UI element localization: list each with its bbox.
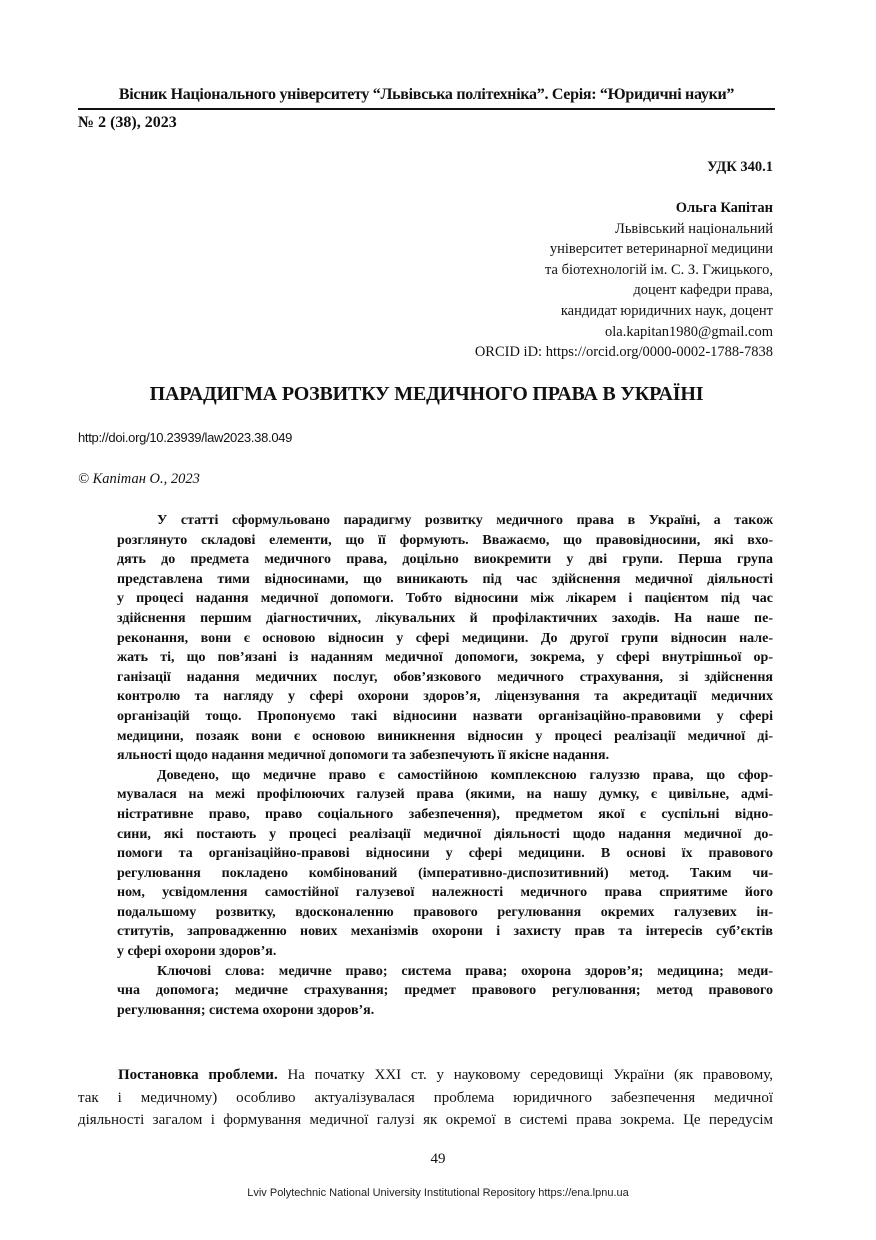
abstract-line: розглянуто складові елементи, що її формують. Вважаємо, що правовідносини, які вхо- <box>117 532 773 548</box>
abstract-line: чна допомога; медичне страхування; предмет правового регулювання; метод правового <box>117 983 773 999</box>
issue-number: № 2 (38), 2023 <box>78 114 177 131</box>
abstract-line: контролю та нагляду у сфері охорони здоров’я, ліцензування та акредитації медичних <box>117 689 773 705</box>
udk-code: УДК 340.1 <box>707 159 773 175</box>
abstract-line: ганізації надання медичних послуг, обов’язкового медичного страхування, зі здійснення <box>117 669 773 685</box>
author-orcid[interactable]: ORCID iD: https://orcid.org/0000-0002-1788-7838 <box>474 344 773 361</box>
body-text <box>78 1064 773 1132</box>
author-affiliation-line: університет ветеринарної медицини <box>549 241 773 258</box>
abstract-line: ном, усвідомлення самостійної галузевої належності медичного права сприятиме його <box>117 885 773 901</box>
doi-link[interactable]: http://doi.org/10.23939/law2023.38.049 <box>78 430 293 445</box>
section-heading: Постановка проблеми. <box>118 1067 278 1083</box>
repository-footer: Lviv Polytechnic National University Institutional Repository https://ena.lpnu.ua <box>247 1187 629 1199</box>
author-block <box>475 198 773 363</box>
abstract-line: мувалася на межі профілюючих галузей права (якими, на нашу думку, є цивільне, адмі- <box>117 787 773 803</box>
abstract-line: у процесі надання медичної допомоги. Тобто відносини між лікарем і пацієнтом під час <box>117 591 773 607</box>
abstract-line: сини, які постають у процесі реалізації медичної діяльності щодо надання медичної до- <box>117 826 773 842</box>
body-line: Постановка проблеми. На початку ХХІ ст. у науковому середовищі України (як правовому, <box>118 1067 773 1083</box>
keywords-paragraph <box>117 962 773 1021</box>
abstract-line: жать ті, що пов’язані із наданням медичної допомоги, зокрема, у сфері внутрішньої ор- <box>117 650 773 666</box>
abstract-line: ністративне право, право соціального забезпечення), предметом якої є суспільні відно- <box>117 806 773 822</box>
abstract-line: У статті сформульовано парадигму розвитку медичного права в Україні, а також <box>157 513 773 528</box>
abstract <box>117 511 773 1020</box>
page-number: 49 <box>430 1151 446 1167</box>
author-affiliation-line: доцент кафедри права, <box>633 282 773 299</box>
author-affiliation-line: Львівський національний <box>614 220 773 237</box>
copyright: © Капітан О., 2023 <box>78 471 200 487</box>
journal-title: Вісник Національного університету “Львівська політехніка”. Серія: “Юридичні науки” <box>118 86 735 103</box>
author-affiliation-line: кандидат юридичних наук, доцент <box>560 302 773 319</box>
abstract-line: яльності щодо надання медичної допомоги та забезпечують її якісне надання. <box>117 748 610 764</box>
header-rule <box>78 108 775 110</box>
abstract-line: здійснення першим діагностичних, лікувальних й профілактичних заходів. На наше пе- <box>117 610 773 626</box>
abstract-line: Доведено, що медичне право є самостійною комплексною галуззю права, що сфор- <box>157 767 773 783</box>
abstract-line: подальшому розвитку, вдосконаленню правового регулювання окремих галузевих ін- <box>117 904 773 920</box>
abstract-line: у сфері охорони здоров’я. <box>117 944 277 960</box>
author-affiliation-line: та біотехнологій ім. С. З. Гжицького, <box>545 261 773 278</box>
abstract-line: організацій тощо. Пропонуємо такі відносини назвати організаційно-правовими у сфері <box>117 708 773 724</box>
abstract-line: реконання, вони є основою відносин у сфері медицини. До другої групи відносин нале- <box>117 630 773 646</box>
abstract-line: Ключові слова: медичне право; система права; охорона здоров’я; медицина; меди- <box>157 963 773 979</box>
abstract-line: медицини, позаяк вони є основою виникнення відносин у процесі реалізації медичної ді- <box>117 728 773 744</box>
author-email[interactable]: ola.kapitan1980@gmail.com <box>605 323 773 340</box>
abstract-line: регулювання; система охорони здоров’я. <box>117 1002 375 1018</box>
abstract-line: регулювання покладено комбінований (імперативно-диспозитивний) метод. Таким чи- <box>117 865 773 881</box>
abstract-line: ститутів, запровадженню нових механізмів охорони і захисту прав та інтересів суб’єктів <box>117 924 773 940</box>
abstract-line: дять до предмета медичного права, доцільно виокремити у дві групи. Перша група <box>117 552 773 568</box>
body-line: так і медичному) особливо актуалізувалася проблема юридичного забезпечення медичної <box>78 1089 773 1106</box>
abstract-line: помоги та організаційно-правові відносини у сфері медицини. В основі їх правового <box>117 846 773 862</box>
author-name: Ольга Капітан <box>675 200 773 216</box>
abstract-paragraph <box>117 511 773 766</box>
body-line: діяльності загалом і формування медичної галузі як окремої в системі права зокрема. Це передусім <box>78 1112 773 1128</box>
article-title: ПАРАДИГМА РОЗВИТКУ МЕДИЧНОГО ПРАВА В УКРАЇНІ <box>149 383 704 405</box>
abstract-line: представлена тими відносинами, що виникають під час здійснення медичної діяльності <box>117 571 773 587</box>
abstract-paragraph <box>117 766 773 962</box>
